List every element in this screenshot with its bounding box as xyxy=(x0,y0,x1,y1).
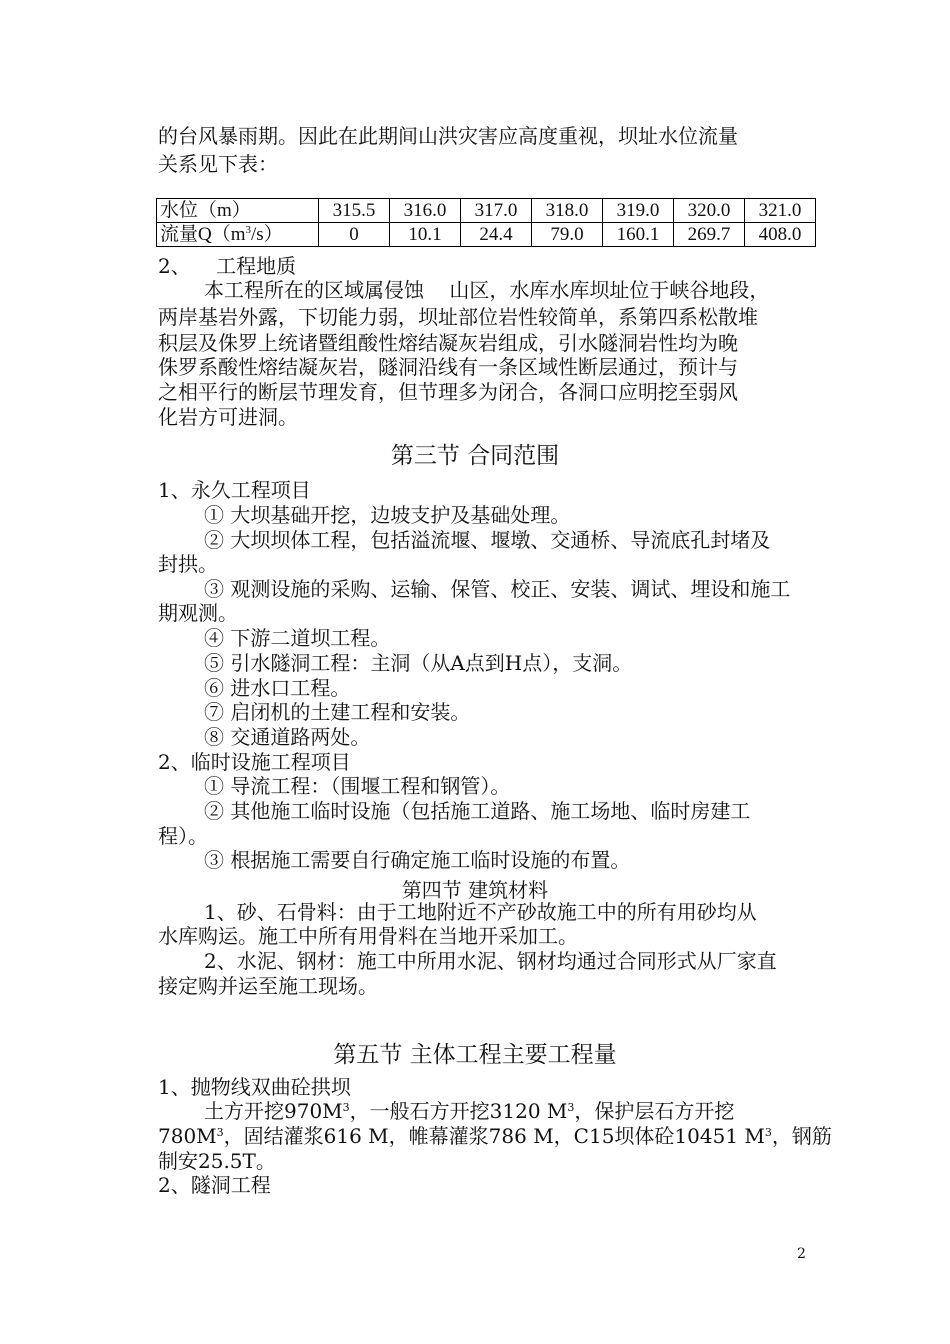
geology-heading: 2、 工程地质 xyxy=(158,254,297,278)
temporary-works-heading: 2、临时设施工程项目 xyxy=(158,750,351,774)
temporary-works-item: ③ 根据施工需要自行确定施工临时设施的布置。 xyxy=(204,848,631,872)
water-level-cell: 315.5 xyxy=(319,199,390,223)
geology-line: 两岸基岩外露，下切能力弱，坝址部位岩性较简单，系第四系松散堆 xyxy=(158,305,758,329)
permanent-works-item: ⑧ 交通道路两处。 xyxy=(204,725,371,749)
flow-cell: 408.0 xyxy=(745,223,816,247)
water-level-cell: 321.0 xyxy=(745,199,816,223)
intro-line-1: 的台风暴雨期。因此在此期间山洪灾害应高度重视，坝址水位流量 xyxy=(158,124,738,148)
permanent-works-item: ② 大坝坝体工程，包括溢流堰、堰墩、交通桥、导流底孔封堵及 xyxy=(204,528,771,552)
table-row-flow xyxy=(157,223,816,247)
section-4-title: 第四节 建筑材料 xyxy=(401,878,549,902)
geology-line: 之相平行的断层节理发育，但节理多为闭合，各洞口应明挖至弱风 xyxy=(158,380,738,404)
permanent-works-item: ⑥ 进水口工程。 xyxy=(204,676,351,700)
arch-dam-heading: 1、抛物线双曲砼拱坝 xyxy=(158,1075,351,1099)
water-level-label: 水位（m） xyxy=(157,199,319,223)
geology-line: 本工程所在的区域属侵蚀 山区，水库水库坝址位于峡谷地段， xyxy=(204,278,770,302)
materials-line: 水库购运。施工中所有用骨料在当地开采加工。 xyxy=(158,924,578,948)
page-number: 2 xyxy=(797,1246,806,1262)
materials-line: 接定购并运至施工现场。 xyxy=(158,974,378,998)
flow-cell: 10.1 xyxy=(390,223,461,247)
water-level-cell: 316.0 xyxy=(390,199,461,223)
materials-line: 2、水泥、钢材：施工中所用水泥、钢材均通过合同形式从厂家直 xyxy=(204,949,777,973)
water-level-cell: 318.0 xyxy=(532,199,603,223)
permanent-works-item: ① 大坝基础开挖，边坡支护及基础处理。 xyxy=(204,503,571,527)
flow-cell: 79.0 xyxy=(532,223,603,247)
geology-line: 积层及侏罗上统诸暨组酸性熔结凝灰岩组成，引水隧洞岩性均为晚 xyxy=(158,331,738,355)
water-level-cell: 320.0 xyxy=(674,199,745,223)
arch-dam-quantities-line: 土方开挖$970M^3$，一般石方开挖3120 $M^3$，保护层石方开挖 xyxy=(204,1099,735,1123)
water-level-cell: 319.0 xyxy=(603,199,674,223)
temporary-works-item: ② 其他施工临时设施（包括施工道路、施工场地、临时房建工 xyxy=(204,799,751,823)
flow-cell: 269.7 xyxy=(674,223,745,247)
flow-label: 流量$Q(m^3/s)$ xyxy=(157,223,319,247)
materials-line: 1、砂、石骨料：由于工地附近不产砂故施工中的所有用砂均从 xyxy=(204,900,757,924)
permanent-works-item: ⑤ 引水隧洞工程：主洞（从A点到H点），支洞。 xyxy=(204,651,633,675)
flow-cell: 0 xyxy=(319,223,390,247)
flow-cell: 24.4 xyxy=(461,223,532,247)
arch-dam-quantities-line: $780M^3$，固结灌浆616 M，帷幕灌浆786 M，C15坝体砼10451 $M^3$，钢筋 xyxy=(158,1124,832,1148)
permanent-works-item: ④ 下游二道坝工程。 xyxy=(204,626,391,650)
permanent-works-heading: 1、永久工程项目 xyxy=(158,478,311,502)
water-level-flow-table xyxy=(156,198,816,247)
permanent-works-item: ③ 观测设施的采购、运输、保管、校正、安装、调试、埋设和施工 xyxy=(204,577,791,601)
geology-line: 侏罗系酸性熔结凝灰岩，隧洞沿线有一条区域性断层通过，预计与 xyxy=(158,355,738,379)
table-row-water-level xyxy=(157,199,816,223)
section-3-title: 第三节 合同范围 xyxy=(390,443,560,469)
water-level-cell: 317.0 xyxy=(461,199,532,223)
arch-dam-quantities-line: 制安25.5T。 xyxy=(158,1149,276,1173)
intro-line-2: 关系见下表： xyxy=(158,152,278,176)
permanent-works-item: ⑦ 启闭机的土建工程和安装。 xyxy=(204,700,471,724)
permanent-works-item-cont: 期观测。 xyxy=(158,601,238,625)
geology-line: 化岩方可进洞。 xyxy=(158,405,298,429)
tunnel-heading: 2、隧洞工程 xyxy=(158,1173,271,1197)
temporary-works-item-cont: 程）。 xyxy=(158,824,208,848)
permanent-works-item-cont: 封拱。 xyxy=(158,552,218,576)
temporary-works-item: ① 导流工程：（围堰工程和钢管）。 xyxy=(204,774,511,798)
flow-cell: 160.1 xyxy=(603,223,674,247)
section-5-title: 第五节 主体工程主要工程量 xyxy=(333,1042,617,1068)
